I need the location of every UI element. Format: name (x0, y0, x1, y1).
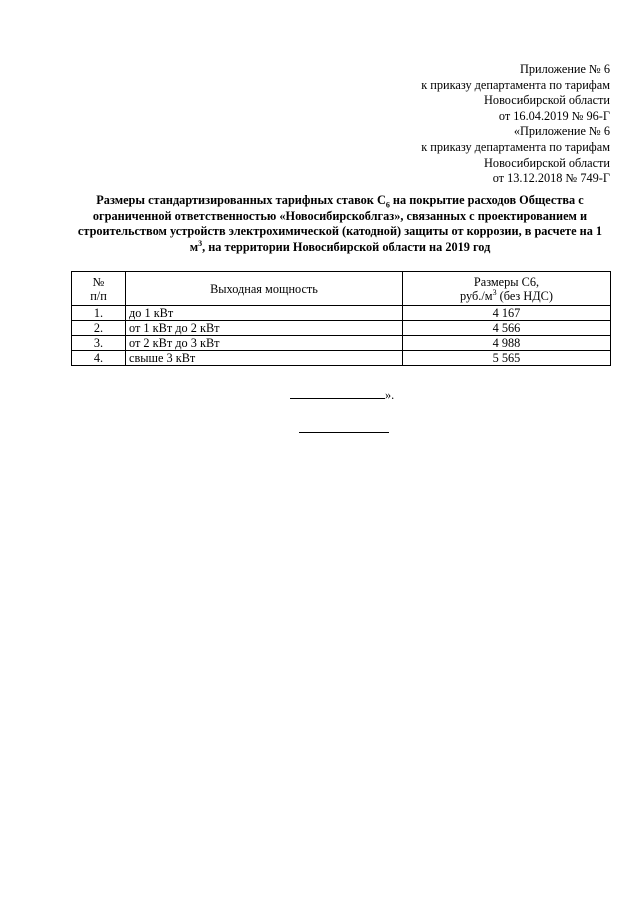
column-header-size: Размеры С6, $руб./м^3$ (без НДС) (403, 272, 611, 306)
title-superscript: 3 (198, 238, 203, 248)
row-size: 5 565 (403, 351, 611, 366)
header-line: от 16.04.2019 № 96-Г (498, 108, 610, 123)
title-part: Размеры стандартизированных тарифных ставок С (96, 193, 386, 207)
row-power: от 2 кВт до 3 кВт (126, 336, 403, 351)
title-subscript: 6 (385, 200, 390, 210)
closing-mark (290, 387, 394, 403)
document-title (70, 193, 610, 255)
title-part: на покрытие расходов Общества с ограниченной ответственностью «Новосибирскоблгаз», связанных с проектированием и строительством устройств электрохимической (катодной) защиты от коррозии, в расчете на 1 м (77, 193, 603, 254)
table-row (72, 336, 611, 351)
approval-header (421, 62, 610, 187)
row-power: до 1 кВт (126, 306, 403, 321)
header-line: к приказу департамента по тарифам (421, 77, 610, 92)
row-power: от 1 кВт до 2 кВт (126, 321, 403, 336)
header-line: от 13.12.2018 № 749-Г (492, 171, 610, 186)
table-row (72, 321, 611, 336)
header-line: Приложение № 6 (519, 62, 610, 76)
row-size: 4 988 (403, 336, 611, 351)
divider-line (299, 432, 389, 433)
row-power: свыше 3 кВт (126, 351, 403, 366)
column-header-power: Выходная мощность (126, 272, 403, 306)
header-line: Новосибирской области (484, 93, 610, 108)
title-part: , на территории Новосибирской области на 2019 год (202, 239, 491, 254)
closing-quote: ». (385, 388, 395, 402)
row-number: 2. (72, 321, 126, 336)
header-line: «Приложение № 6 (513, 124, 610, 139)
table-row (72, 306, 611, 321)
row-number: 3. (72, 336, 126, 351)
table-header-row (72, 272, 611, 306)
tariff-table (71, 271, 611, 366)
header-line: Новосибирской области (484, 155, 610, 170)
signature-line (290, 387, 385, 399)
row-size: 4 167 (403, 306, 611, 321)
header-line: к приказу департамента по тарифам (421, 139, 610, 154)
column-header-number: № п/п (72, 272, 126, 306)
row-number: 1. (72, 306, 126, 321)
row-number: 4. (72, 351, 126, 366)
table-row (72, 351, 611, 366)
row-size: 4 566 (403, 321, 611, 336)
